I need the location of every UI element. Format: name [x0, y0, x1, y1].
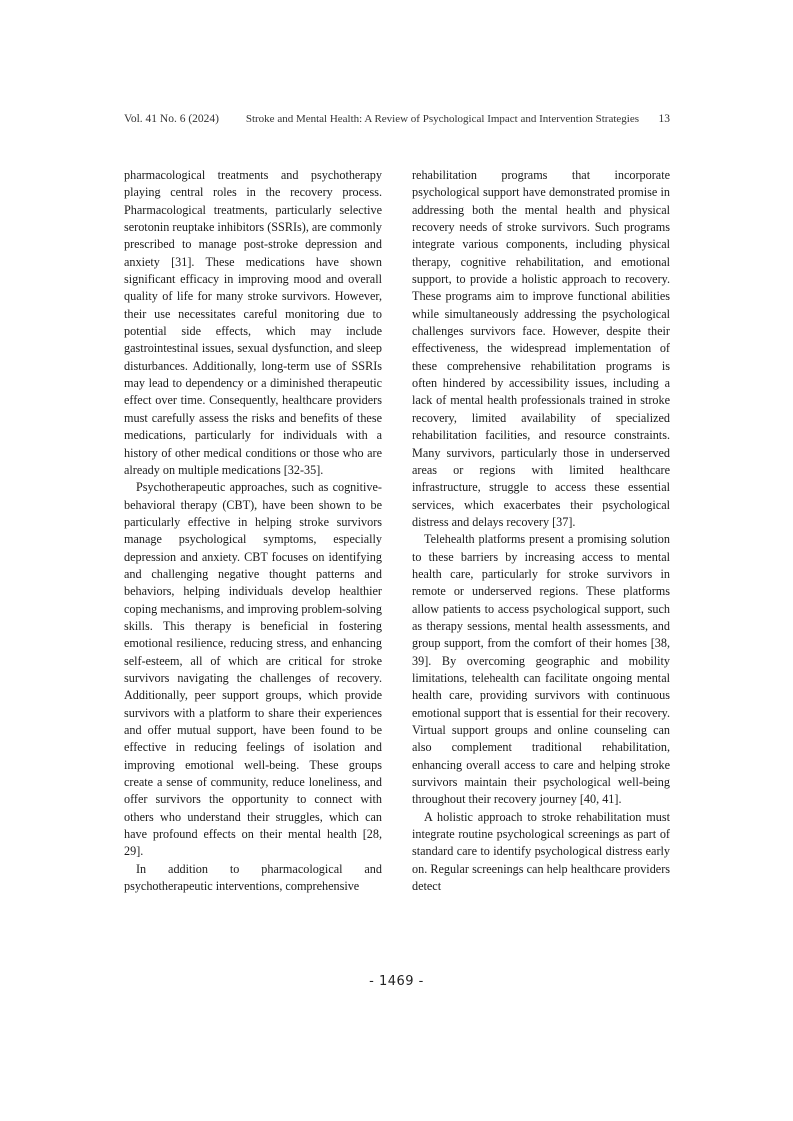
running-header [124, 112, 670, 126]
right-column [412, 167, 670, 895]
paragraph: Psychotherapeutic approaches, such as cognitive-behavioral therapy (CBT), have been shown to be particularly effective in helping stroke survivors manage psychological symptoms, especially depression and anxiety. CBT focuses on identifying and challenging negative thought patterns and behaviors, helping individuals develop healthier coping mechanisms, and improving problem-solving skills. This therapy is beneficial in fostering emotional resilience, reducing stress, and enhancing self-esteem, all of which are critical for stroke survivors navigating the challenges of recovery. Additionally, peer support groups, which provide survivors with a platform to share their experiences and offer mutual support, have been found to be effective in reducing feelings of isolation and improving emotional well-being. These groups create a sense of community, reduce loneliness, and offer survivors the opportunity to connect with others who understand their struggles, which can have profound effects on their mental health [28, 29]. [124, 480, 382, 859]
paragraph: Telehealth platforms present a promising solution to these barriers by increasing access to mental health care, particularly for stroke survivors in remote or underserved regions. These platforms allow patients to access psychological support, such as therapy sessions, mental health assessments, and group support, from the comfort of their homes [38, 39]. By overcoming geographic and mobility limitations, telehealth can facilitate ongoing mental health care, providing survivors with continuous emotional support that is essential for their recovery. Virtual support groups and online counseling can also complement traditional rehabilitation, enhancing overall access to care and helping stroke survivors maintain their psychological well-being throughout their recovery journey [40, 41]. [412, 532, 670, 807]
paragraph: rehabilitation programs that incorporate psychological support have demonstrated promise in addressing both the mental health and physical recovery needs of stroke survivors. Such programs integrate various components, including physical therapy, cognitive rehabilitation, and emotional support, to provide a holistic approach to recovery. These programs aim to improve functional abilities while simultaneously addressing the psychological challenges survivors face. However, despite their effectiveness, the widespread implementation of these comprehensive rehabilitation programs is often hindered by accessibility issues, including a lack of mental health professionals trained in stroke recovery, limited availability of specialized rehabilitation facilities, and resource constraints. Many survivors, particularly those in underserved areas or regions with limited healthcare infrastructure, struggle to access these essential services, which exacerbates their psychological distress and delays recovery [37]. [412, 168, 670, 529]
paragraph: In addition to pharmacological and psychotherapeutic interventions, comprehensive [124, 861, 382, 894]
left-column [124, 167, 382, 895]
journal-volume: Vol. 41 No. 6 (2024) [124, 113, 219, 125]
paragraph: A holistic approach to stroke rehabilitation must integrate routine psychological screenings as part of standard care to identify psychological distress early on. Regular screenings can help healthcare providers detect [412, 809, 670, 894]
paragraph: pharmacological treatments and psychotherapy playing central roles in the recovery process. Pharmacological treatments, particularly selective serotonin reuptake inhibitors (SSRIs), are commonly prescribed to manage post-stroke depression and anxiety [31]. These medications have shown significant efficacy in improving mood and overall quality of life for many stroke survivors. However, their use necessitates careful monitoring due to potential side effects, which may include gastrointestinal issues, sexual dysfunction, and sleep disturbances. Additionally, long-term use of SSRIs may lead to dependency or a diminished therapeutic effect over time. Consequently, healthcare providers must carefully assess the risks and benefits of these medications, particularly for individuals with a history of other medical conditions or those who are already on multiple medications [32-35]. [124, 168, 382, 477]
header-page-number: 13 [658, 113, 670, 125]
page-folio: - 1469 - [369, 974, 424, 989]
running-title: Stroke and Mental Health: A Review of Psychological Impact and Intervention Strategies [245, 113, 639, 125]
